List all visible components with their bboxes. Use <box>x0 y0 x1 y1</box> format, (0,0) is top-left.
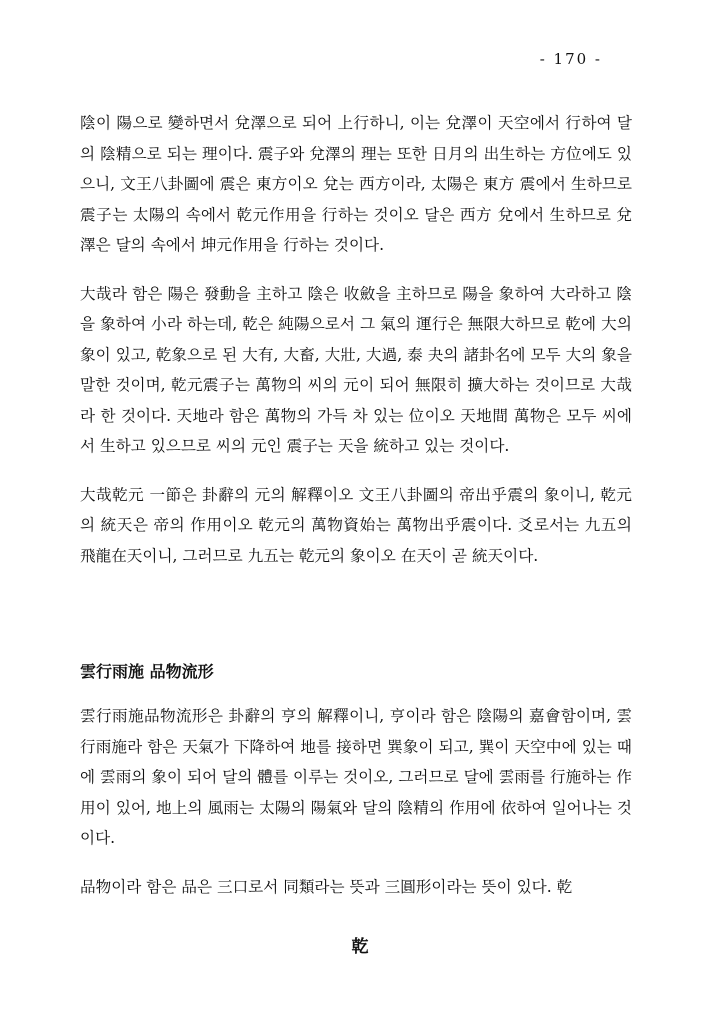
paragraph-3: 大哉乾元 一節은 卦辭의 元의 解釋이오 文王八卦圖의 帝出乎震의 象이니, 乾元의 統天은 帝의 作用이오 乾元의 萬物資始는 萬物出乎震이다. 爻로서는 九五의 飛龍在天이니, 그러므로 九五는 乾元의 象이오 在天이 곧 統天이다. <box>80 485 632 565</box>
paragraph-4: 雲行雨施品物流形은 卦辭의 亨의 解釋이니, 亨이라 함은 陰陽의 嘉會함이며, 雲行雨施라 함은 天氣가 下降하여 地를 接하면 巽象이 되고, 巽이 天空中에 있는 때에 雲雨의 象이 되어 달의 體를 이루는 것이오, 그러므로 달에 雲雨를 行施하는 作用이 있어, 地上의 風雨는 太陽의 陽氣와 달의 陰精의 作用에 依하여 일어나는 것이다. <box>80 707 632 847</box>
page-body <box>80 108 632 902</box>
page-number: - 170 - <box>539 50 602 68</box>
section-heading: 雲行雨施 品物流形 <box>80 662 214 681</box>
paragraph-1: 陰이 陽으로 變하면서 兌澤으로 되어 上行하니, 이는 兌澤이 天空에서 行하여 달의 陰精으로 되는 理이다. 震子와 兌澤의 理는 또한 日月의 出生하는 方位에도 있으니, 文王八卦圖에 震은 東方이오 兌는 西方이라, 太陽은 東方 震에서 生하므로 震子는 太陽의 속에서 乾元作用을 行하는 것이오 달은 西方 兌에서 生하므로 兌澤은 달의 속에서 坤元作用을 行하는 것이다. <box>80 114 632 254</box>
paragraph-5: 品物이라 함은 品은 三口로서 同類라는 뜻과 三圓形이라는 뜻이 있다. 乾 <box>80 877 573 896</box>
footer-label: 乾 <box>351 937 369 957</box>
paragraph-2: 大哉라 함은 陽은 發動을 主하고 陰은 收斂을 主하므로 陽을 象하여 大라하고 陰을 象하여 小라 하는데, 乾은 純陽으로서 그 氣의 運行은 無限大하므로 乾에 大의 象이 있고, 乾象으로 된 大有, 大畜, 大壯, 大過, 泰 夬의 諸卦名에 모두 大의 象을 말한 것이며, 乾元震子는 萬物의 씨의 元이 되어 無限히 擴大하는 것이므로 大哉라 한 것이다. 天地라 함은 萬物의 가득 차 있는 位이오 天地間 萬物은 모두 씨에서 生하고 있으므로 씨의 元인 震子는 天을 統하고 있는 것이다. <box>80 284 632 455</box>
